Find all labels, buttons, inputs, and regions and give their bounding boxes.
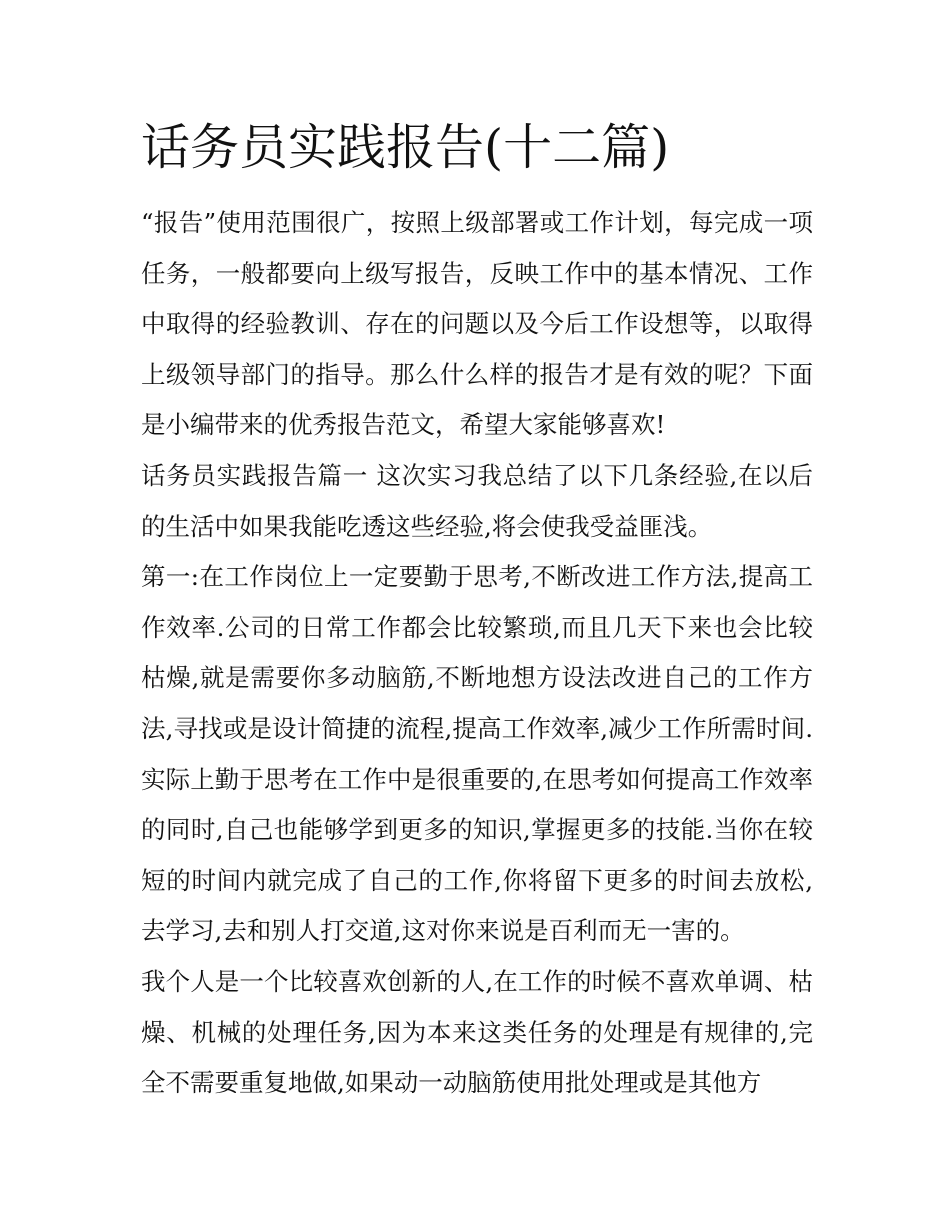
paragraph-intro: “报告”使用范围很广，按照上级部署或工作计划，每完成一项任务，一般都要向上级写报告，反映工作中的基本情况、工作中取得的经验教训、存在的问题以及今后工作设想等，以取得上级领导部门的指导。那么什么样的报告才是有效的呢？下面是小编带来的优秀报告范文，希望大家能够喜欢! (141, 208, 813, 440)
document-page (141, 108, 813, 1109)
paragraph-point-one: 第一:在工作岗位上一定要勤于思考,不断改进工作方法,提高工作效率.公司的日常工作都会比较繁琐,而且几天下来也会比较枯燥,就是需要你多动脑筋,不断地想方设法改进自己的工作方法,寻找或是设计简捷的流程,提高工作效率,减少工作所需时间.实际上勤于思考在工作中是很重要的,在思考如何提高工作效率的同时,自己也能够学到更多的知识,掌握更多的技能.当你在较短的时间内就完成了自己的工作,你将留下更多的时间去放松,去学习,去和别人打交道,这对你来说是百利而无一害的。 (141, 562, 813, 946)
document-title: 话务员实践报告(十二篇) (141, 119, 670, 176)
paragraph-personal: 我个人是一个比较喜欢创新的人,在工作的时候不喜欢单调、枯燥、机械的处理任务,因为本来这类任务的处理是有规律的,完全不需要重复地做,如果动一动脑筋使用批处理或是其他方 (141, 966, 813, 1098)
paragraph-section-one: 话务员实践报告篇一 这次实习我总结了以下几条经验,在以后的生活中如果我能吃透这些经验,将会使我受益匪浅。 (141, 460, 813, 541)
